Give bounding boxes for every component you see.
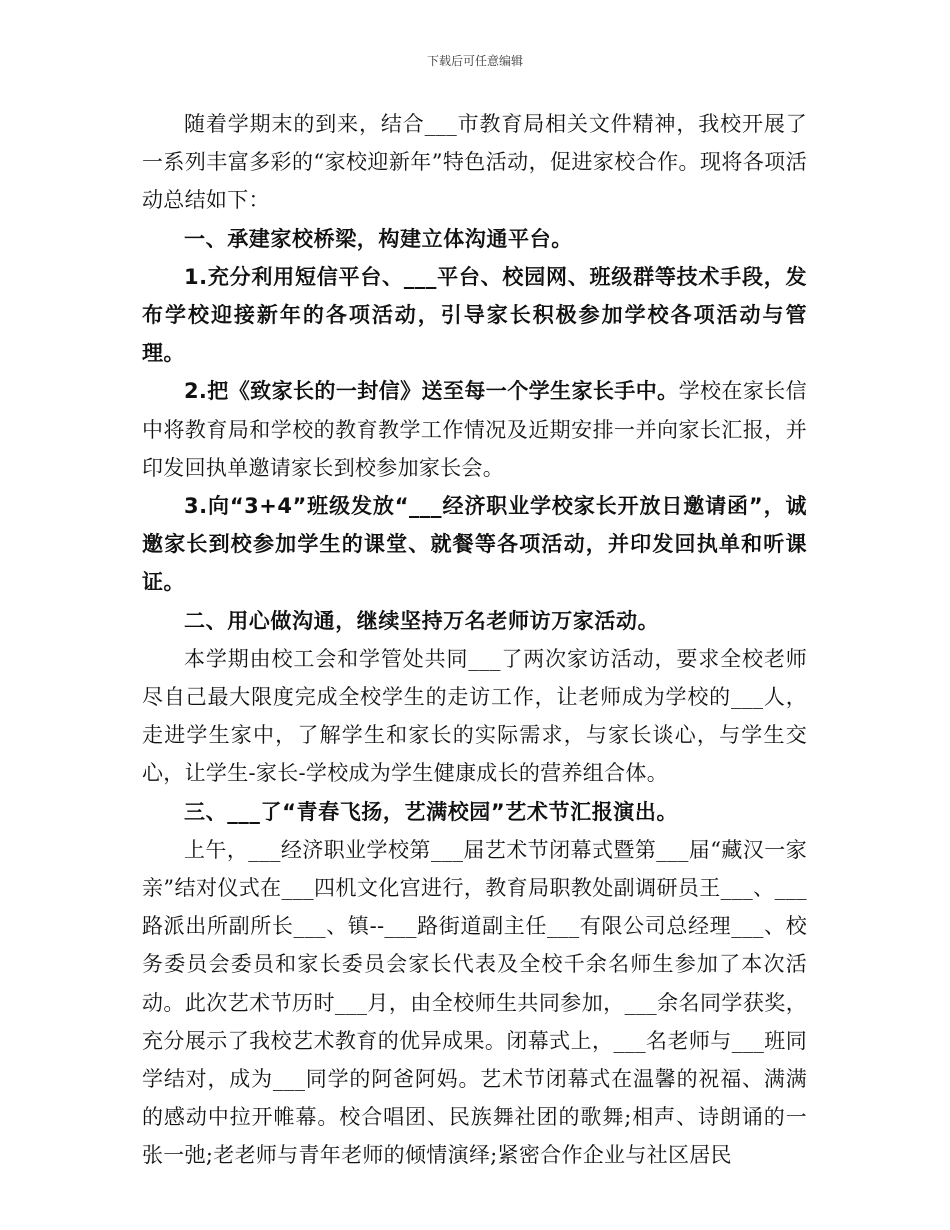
item-1-paragraph: 1.充分利用短信平台、___平台、校园网、班级群等技术手段，发布学校迎接新年的各项活动，引导家长积极参加学校各项活动与管理。 <box>142 264 807 366</box>
section-1-heading: 一、承建家校桥梁，构建立体沟通平台。 <box>184 226 573 251</box>
page-header: 下载后可任意编辑 <box>426 54 523 68</box>
item-2-bold-lead: 2.把《致家长的一封信》送至每一个学生家长手中。 <box>184 379 679 404</box>
section-3-heading: 三、___了“青春飞扬，艺满校园”艺术节汇报演出。 <box>184 799 679 824</box>
item-3-paragraph: 3.向“3+4”班级发放“___经济职业学校家长开放日邀请函”，诚邀家长到校参加学生的课堂、就餐等各项活动，并印发回执单和听课证。 <box>142 494 807 595</box>
item-2-body: 学校在家长信中将教育局和学校的教育教学工作情况及近期安排一并向家长汇报，并印发回执单邀请家长到校参加家长会。 <box>142 379 807 480</box>
section-3-body: 上午，___经济职业学校第___届艺术节闭幕式暨第___届“藏汉一家亲”结对仪式在___四机文化宫进行，教育局职教处副调研员王___、___路派出所副所长___、镇--___路街道副主任___有限公司总经理___、校务委员会委员和家长委员会家长代表及全校千余名师生参加了本次活动。此次艺术节历时___月，由全校师生共同参加，___余名同学获奖，充分展示了我校艺术教育的优异成果。闭幕式上，___名老师与___班同学结对，成为___同学的阿爸阿妈。艺术节闭幕式在温馨的祝福、满满的感动中拉开帷幕。校合唱团、民族舞社团的歌舞;相声、诗朗诵的一张一弛;老老师与青年老师的倾情演绎;紧密合作企业与社区居民 <box>142 837 807 1168</box>
section-2-body: 本学期由校工会和学管处共同___了两次家访活动，要求全校老师尽自己最大限度完成全校学生的走访工作，让老师成为学校的___人，走进学生家中，了解学生和家长的实际需求，与家长谈心，与学生交心，让学生-家长-学校成为学生健康成长的营养组合体。 <box>142 646 807 786</box>
section-2-heading: 二、用心做沟通，继续坚持万名老师访万家活动。 <box>184 608 660 633</box>
intro-paragraph: 随着学期末的到来，结合___市教育局相关文件精神，我校开展了一系列丰富多彩的“家校迎新年”特色活动，促进家校合作。现将各项活动总结如下： <box>142 112 807 213</box>
item-2-paragraph <box>142 372 807 487</box>
document-body <box>142 105 807 1175</box>
